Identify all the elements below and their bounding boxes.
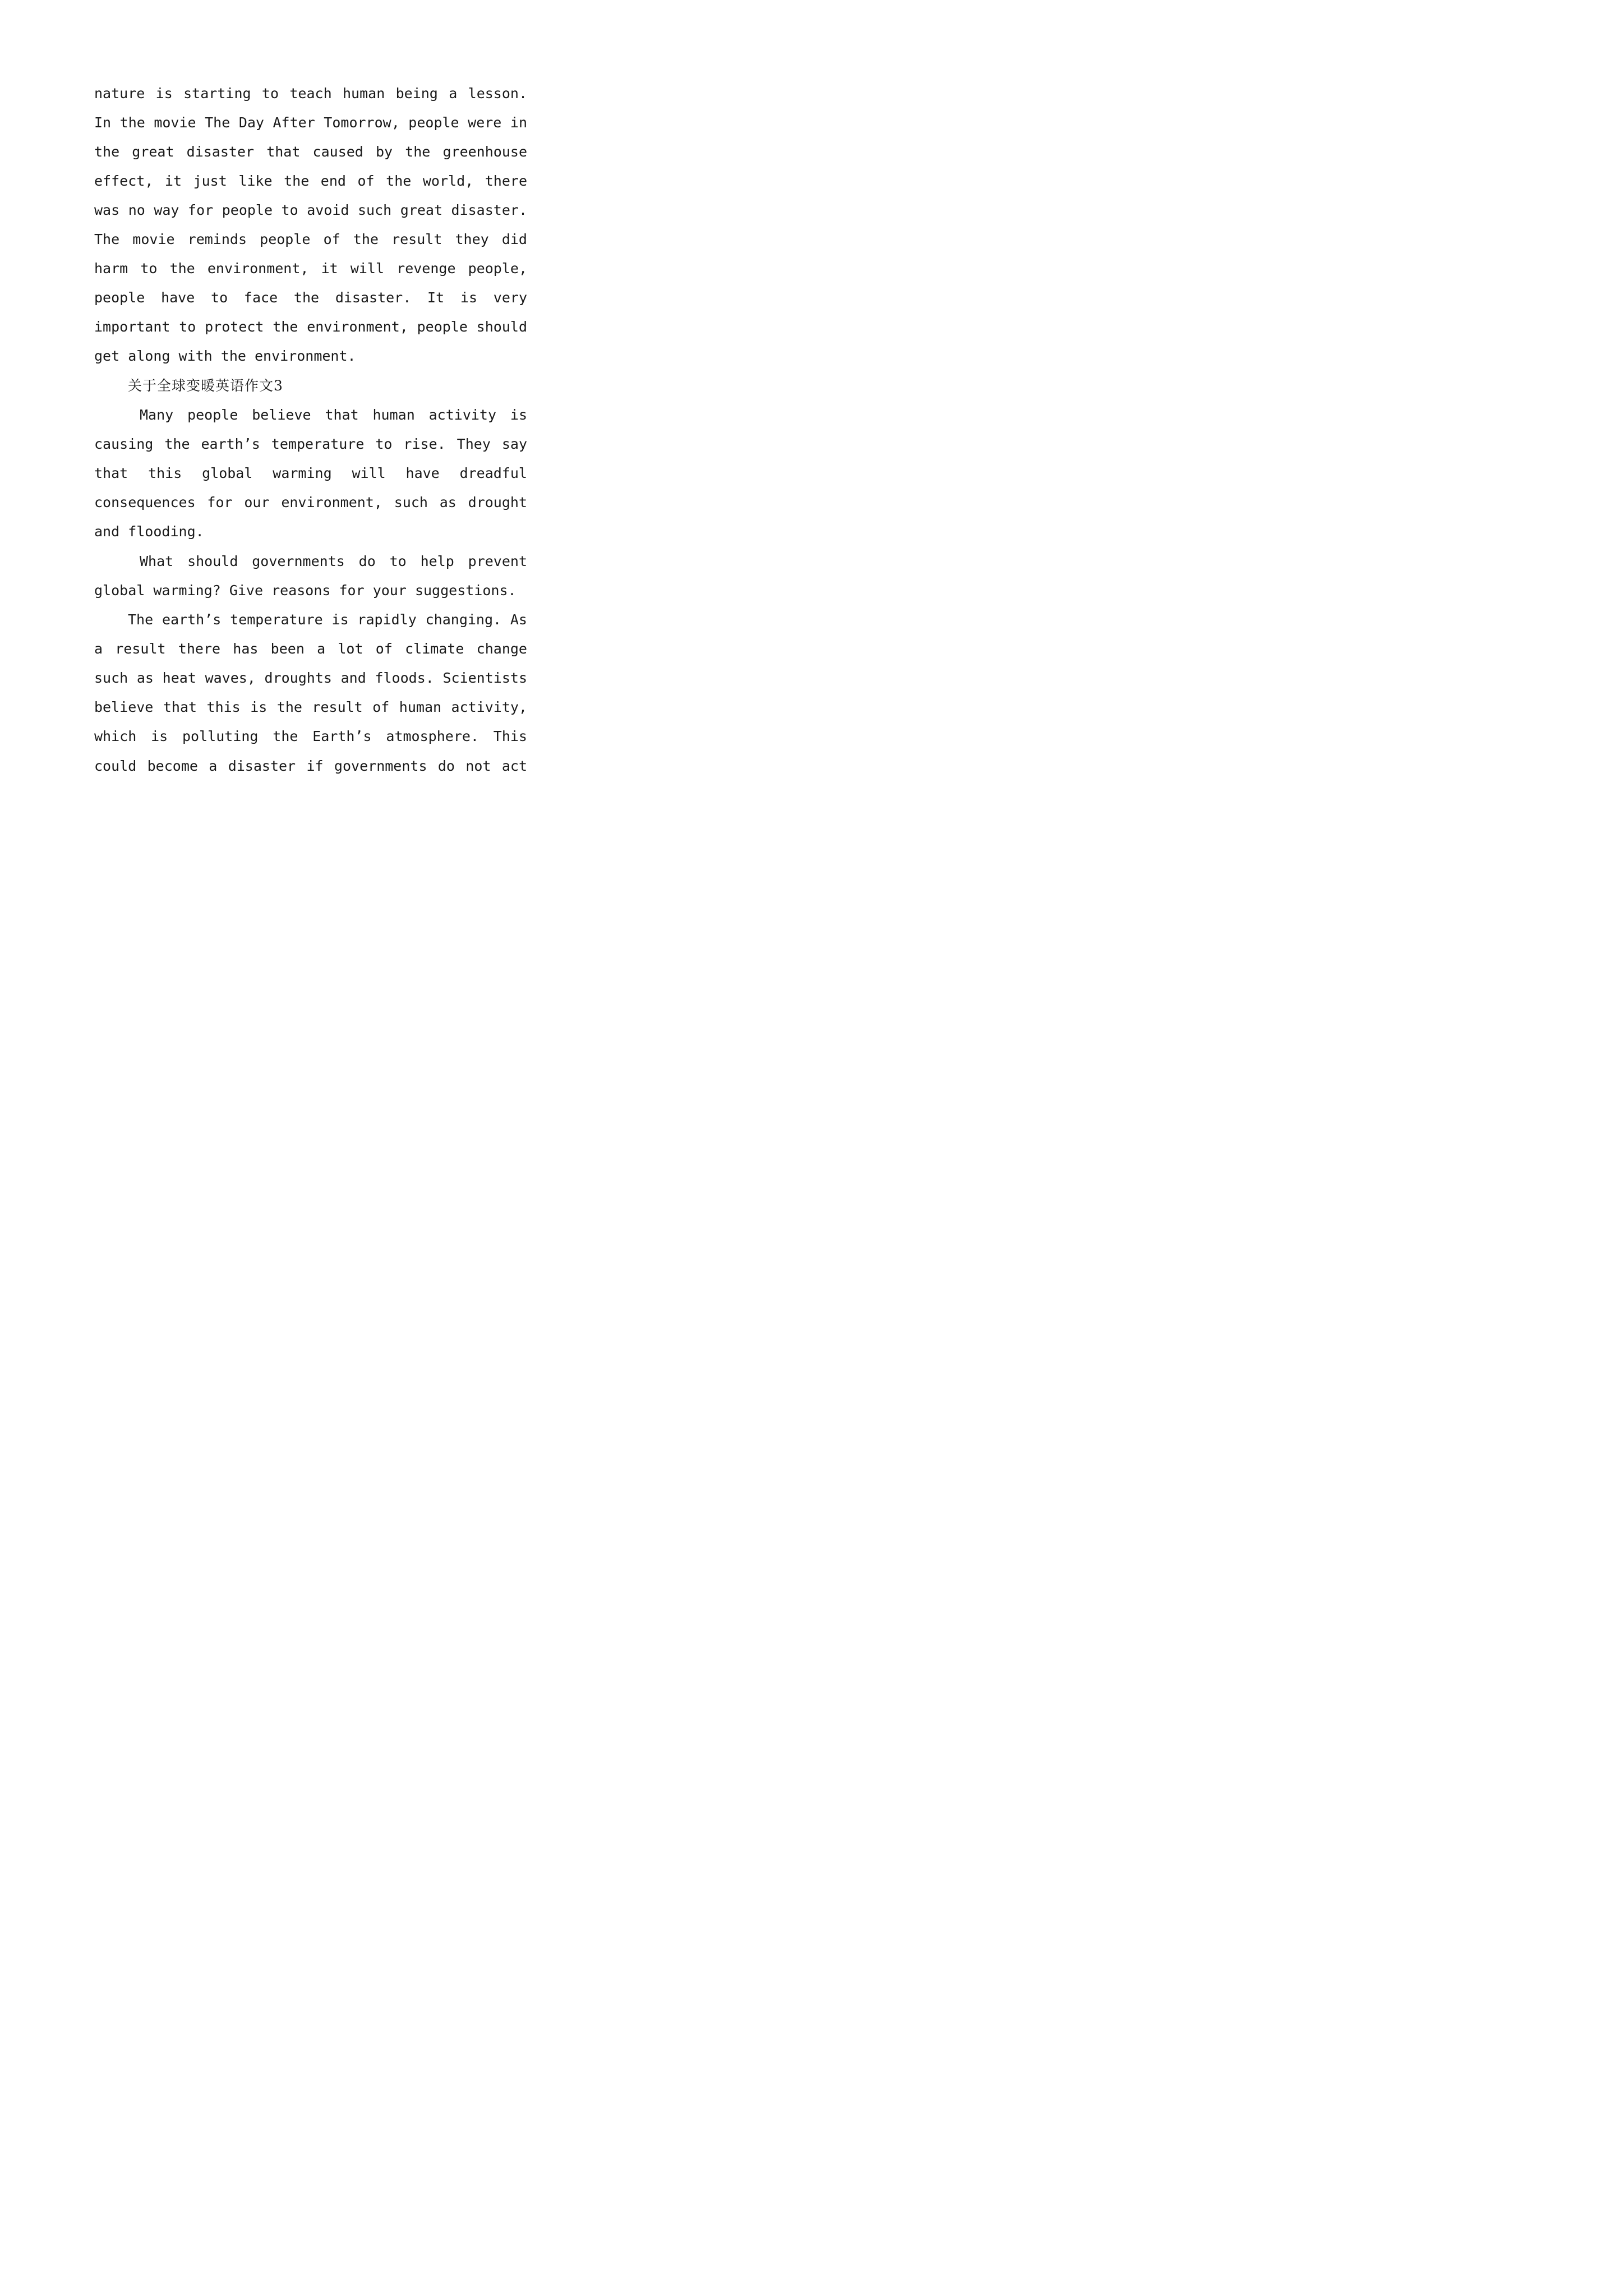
document-page: [0, 0, 617, 873]
text-line: effect, it just like the end of the world, there: [94, 173, 527, 189]
section-heading: 关于全球变暖英语作文3: [128, 378, 283, 394]
text-line: global warming? Give reasons for your suggestions.: [94, 582, 517, 599]
text-line: which is polluting the Earth’s atmosphere. This: [94, 728, 527, 744]
text-line: causing the earth’s temperature to rise. They say: [94, 436, 527, 452]
text-line: such as heat waves, droughts and floods. Scientists: [94, 670, 527, 686]
text-line: The earth’s temperature is rapidly changing. As: [128, 611, 527, 628]
text-line: harm to the environment, it will revenge people,: [94, 260, 527, 277]
text-line: that this global warming will have dreadful: [94, 465, 527, 481]
text-line: was no way for people to avoid such great disaster.: [94, 202, 527, 218]
text-line: a result there has been a lot of climate change: [94, 641, 527, 657]
text-line: What should governments do to help prevent: [140, 553, 527, 569]
text-line: consequences for our environment, such as drought: [94, 494, 527, 510]
text-line: The movie reminds people of the result they did: [94, 231, 527, 247]
text-line: nature is starting to teach human being a lesson.: [94, 85, 527, 102]
text-line: could become a disaster if governments do not act: [94, 758, 527, 774]
text-line: and flooding.: [94, 523, 204, 540]
text-line: important to protect the environment, people should: [94, 319, 527, 335]
text-line: Many people believe that human activity is: [140, 407, 527, 423]
text-line: In the movie The Day After Tomorrow, people were in: [94, 114, 527, 131]
text-line: believe that this is the result of human activity,: [94, 699, 527, 715]
text-line: the great disaster that caused by the greenhouse: [94, 144, 527, 160]
text-line: people have to face the disaster. It is very: [94, 289, 527, 306]
text-line: get along with the environment.: [94, 348, 356, 364]
